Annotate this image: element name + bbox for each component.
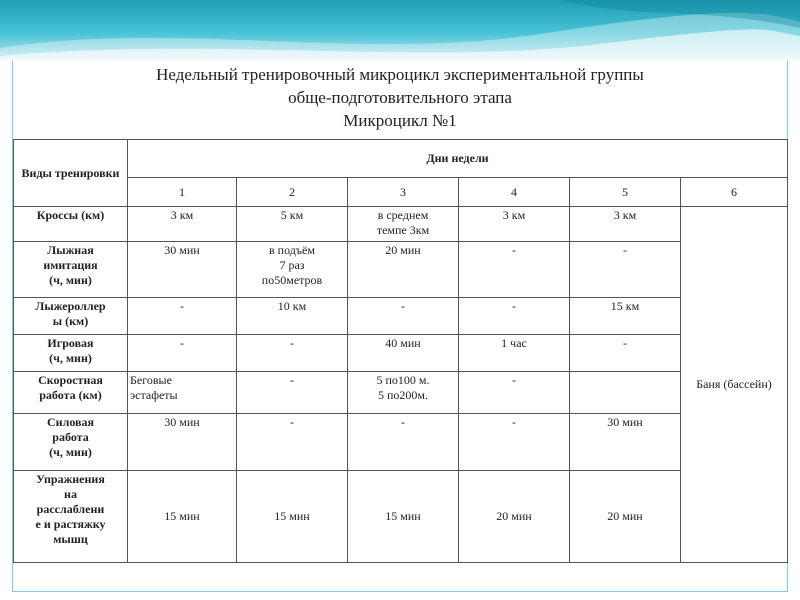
cell-day-3: - [348, 298, 459, 335]
cell-day-3: 20 мин [348, 242, 459, 298]
cell-day-5: 30 мин [570, 414, 681, 471]
cell-day-5 [570, 372, 681, 414]
training-type: Силовая работа (ч, мин) [14, 414, 128, 471]
cell-day-5: 20 мин [570, 471, 681, 563]
cell-day-4: 3 км [459, 207, 570, 242]
cell-day-4: 20 мин [459, 471, 570, 563]
training-type: Упражнения на расслаблени е и растяжку мышц [14, 471, 128, 563]
cell-day-2: 10 км [237, 298, 348, 335]
cell-day-1: 15 мин [128, 471, 237, 563]
training-type: Игровая (ч, мин) [14, 335, 128, 372]
cell-day-4: 1 час [459, 335, 570, 372]
day-6-merged-cell: Баня (бассейн) [681, 207, 788, 563]
cell-day-3: - [348, 414, 459, 471]
table-row [14, 335, 788, 372]
days-header: Дни недели [128, 140, 788, 178]
training-type: Кроссы (км) [14, 207, 128, 242]
cell-day-5: 3 км [570, 207, 681, 242]
cell-day-2: 5 км [237, 207, 348, 242]
table-header-row [14, 140, 788, 178]
training-type: Лыжная имитация (ч, мин) [14, 242, 128, 298]
table-row [14, 414, 788, 471]
title-line-2: обще-подготовительного этапа [288, 88, 512, 107]
cell-day-1: - [128, 335, 237, 372]
title-line-3: Микроцикл №1 [343, 111, 457, 130]
day-number: 2 [237, 178, 348, 207]
day-numbers-row [14, 178, 788, 207]
day-number: 5 [570, 178, 681, 207]
training-type-header: Виды тренировки [14, 140, 128, 207]
cell-day-5: - [570, 242, 681, 298]
day-number: 3 [348, 178, 459, 207]
cell-day-1: 3 км [128, 207, 237, 242]
cell-day-1: 30 мин [128, 414, 237, 471]
day-number: 1 [128, 178, 237, 207]
cell-day-1: 30 мин [128, 242, 237, 298]
cell-day-2: в подъём 7 раз по50метров [237, 242, 348, 298]
cell-day-3: 40 мин [348, 335, 459, 372]
page-title [40, 63, 760, 132]
table-row [14, 471, 788, 563]
table-row [14, 242, 788, 298]
cell-day-3: 15 мин [348, 471, 459, 563]
training-type: Скоростная работа (км) [14, 372, 128, 414]
table-row [14, 207, 788, 242]
table-row [14, 372, 788, 414]
cell-day-4: - [459, 298, 570, 335]
cell-day-4: - [459, 372, 570, 414]
cell-day-4: - [459, 414, 570, 471]
day-number: 6 [681, 178, 788, 207]
cell-day-5: - [570, 335, 681, 372]
cell-day-4: - [459, 242, 570, 298]
cell-day-2: 15 мин [237, 471, 348, 563]
cell-day-3: в среднем темпе 3км [348, 207, 459, 242]
day-number: 4 [459, 178, 570, 207]
cell-day-2: - [237, 372, 348, 414]
cell-day-3: 5 по100 м. 5 по200м. [348, 372, 459, 414]
header-band [0, 0, 800, 60]
cell-day-2: - [237, 335, 348, 372]
wave-decoration-icon [0, 0, 800, 60]
cell-day-1: - [128, 298, 237, 335]
cell-day-5: 15 км [570, 298, 681, 335]
frame-bottom [12, 591, 788, 592]
cell-day-2: - [237, 414, 348, 471]
title-line-1: Недельный тренировочный микроцикл экспериментальной группы [156, 65, 644, 84]
cell-day-1: Беговые эстафеты [128, 372, 237, 414]
table-row [14, 298, 788, 335]
training-table [13, 139, 788, 563]
training-type: Лыжероллер ы (км) [14, 298, 128, 335]
